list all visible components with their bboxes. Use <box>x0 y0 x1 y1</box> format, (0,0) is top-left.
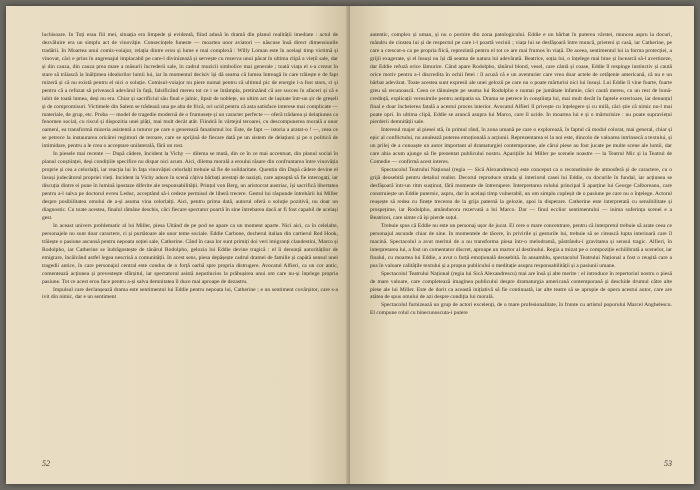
left-page <box>6 6 350 484</box>
right-paragraph: Trebuie spus că Eddie nu este un personaj ușor de jucat. El cere o mare concentrare, pentru că interpretul trebuie să arate ceea ce personajul ascunde chiar de sine. In momentele de tăcere, în privirile și gesturile lui, trebuie să se citească lupta interioară care îl macină. Spectacolul a avut meritul de a nu transforma piesa într-o melodramă, păstrându-i gravitatea și sensul tragic. Alfieri, în interpretarea lui, a fost un comentator discret, aproape un martor al destinului. Regia a mizat pe o compoziție echilibrată a scenelor, iar finalul, cu moartea lui Eddie, a avut o forță emoțională deosebită. In ansamblu, spectacolul Teatrului Național a fost o reușită care a pus în valoare calitățile textului și a propus publicului o meditație asupra responsabilității și a pasiunii umane. <box>370 222 672 269</box>
left-paragraph: Impulsul care declanșează drama este sentimentul lui Eddie pentru nepoata lui, Catherine ; e un sentiment covârșitor, care s-a ivit din nimic, dar e un sentiment <box>42 286 338 301</box>
page-number-left: 52 <box>42 459 50 468</box>
left-page-text <box>42 32 338 302</box>
left-paragraph: luchisoare. In Toți erau fiii mei, situația era limpede și evidentă, fiind adusă în dramă din planul realității imediate : actul de dezvăluire era un simplu act de vinovăție. Consecințele funeste — moartea unor aviatori — născuse însă direct dimensiunile tradării. In Moartea unui comis-voiajor, relația dintre erou și lume e mai complexă : Willy Loman este în același timp victimă și vinovat, căci e prins în angrenajul implacabil pe care-l divinizează și servește cu rezerva unui păcat în ultima clipă a vieții sale, dar și din cauza, din cauza prea mare a măsurii încrederii sale, în cadrul muzicii simbolice mai generale ; toată viața el s-a crezut în stare să trăiască la înălțimea idealurilor lumii lui, iar în momentul decisiv își dă seama că lumea întreagă în care trăiește e de fapt mizeră și că nu există pentru el nici o soluție. Comisul-voiajor nu piere numai pentru că ultimul pic de energie i-a fost stors, ci și pentru că a refuzat să privească adevărul în față, falsificând mereu tot ce i se întâmpla, pretinzând că are succes în afaceri și că e iubit de toată lumea, deși nu era. Chiar și sacrificiul său final e jalnic, lipsit de noblețe, un ultim act de lașitate într-un șir de greșeli și de compromisuri. Victimele din Salem se trădează una pe alta de frică, ori ucid pentru că asta satisface interese mai complicate — materiale, de grup, etc. Proba — model de tragedie modernă de o frumusețe și un caracter perfecte — oferă trădarea și delațiunea ca fenomen social, cu riscul și dispozitia unei plăți, mai mult decât atât. Fiindcă în vârtejul teroarei, cu descompunerea morală a unor oameni, ea transformă mizeria asistentă a tuturor pe care o generează fanatismul lor. Este, de fapt — istoria a aratat-o ! —, ceea ce se petrece la instaurarea oricărei regimuri de teroare, care se sprijină de fiecare dată pe un sistem de delațiuni și pe o politică de intimidare, pentru a le crea o acceptare unilaterală, fără un rost. <box>42 32 338 150</box>
page-number-right: 53 <box>664 459 672 468</box>
book-spread <box>6 6 694 484</box>
right-paragraph: Spectacolul Teatrului Național (regia lui Sică Alexandrescu) mai are însă și alte merite : el introduce în repertoriul nostru o piesă de mare valoare, care completează imaginea publicului despre dramaturgia americană contemporană și deschide drumul către alte piese ale lui Miller. Este de dorit ca această inițiativă să fie continuată, iar alte teatre să se apropie de opera acestui autor, care are atâtea de spus omului de azi despre condiția lui morală. <box>370 270 672 301</box>
right-paragraph: Spectacolul Teatrului Național (regia — Sică Alexandrescu) este conceput ca o reconstituire de atmosferă și de caractere, cu o grijă deosebită pentru detaliul realist. Decorul reproduce strada și interiorul casei lui Eddie, cu docurile în fundal, iar acțiunea se desfășoară într-un ritm susținut, fără momente de întrerupere. Interpretarea rolului principal îi aparține lui George Calboreanu, care construiește un Eddie puternic, aspru, dar în același timp vulnerabil, un om simplu copleșit de o pasiune pe care nu o înțelege. Actorul reușește să redea cu finețe trecerea de la grija paternă la gelozie, apoi la disperare. Catherine este interpretată cu sensibilitate și prospețime, iar Rodolpho, amândurora rezervată a lui Marco. Dar — finul ecclior sentimentului — inima suferința scenei e a Beatricei, care simte că își pierde soțul. <box>370 167 672 221</box>
right-paragraph: autentic, complex și uman, și nu o pornire din zona patologicului. Eddie e un bărbat în puterea vârstei, muncea aspru la docuri, mândru de cinstea lui și de respectul pe care i-l poartă vecinii ; viața lui se desfășoară între muncă, prieteni și casă, iar Catherine, pe care a crescut-o ca pe propria fiică, reprezintă pentru el tot ce are mai frumos în viață. De aceea, sentimentul lui ia forma protecției, a grijii exagerate, și el însuși nu își dă seama de natura lui adevărată. Beatrice, soția lui, o înțelege mai bine și încearcă să-l avertizeze, dar Eddie refuză orice lămurire. Când apare Rodolpho, tânărul blond, vesel, care cântă și coase, Eddie îl respinge instinctiv și caută orice motiv pentru a-l discredita în ochii fetei : îl acuză că e un aventurier care vrea doar actele de cetățenie americană, că nu e un bărbat adevărat. Toate acestea sunt expresii ale unei gelozii pe care nu o poate mărturisi nici lui însuși. Lui Eddie îi vine foarte, foarte greu să recunoască. Ceea ce tăinuiește pe seama lui Rodolpho e numai pe jumătate infamie, căci cautâ mereu, cu un rest de bună-credință, explicații verosimile pentru antipatia sa. Drama se petrece în conștiința lui, mai mult decât în faptele exterioare, iar denunțul final e doar încheierea fatală a acestui proces interior. Avocatul Alfieri îl privește cu înțelegere și cu milă, căci știe că nimic nu-l mai poate opri. In ultima clipă, Eddie se aruncă asupra lui Marco, care îl ucide. In moartea lui e și o mărturisire : nu poate supraviețui pierderii demnității sale. <box>370 32 672 126</box>
right-paragraph: Interesul major al piesei stă, în primul rând, în zona umană pe care o explorează, în faptul că modul colorat, mai general, chiar și epic al conflictului, nu anulează puterea emoțională a acțiunii. Reprezentarea ei la noi este, dincolo de valoarea intrinsecă a textului, și un prilej de a cunoaște un autor important al dramaturgiei contemporane, ale cărui piese au fost jucate pe multe scene ale lumii, dar care abia acum ajunge să fie prezentat publicului nostru. Aparițiile lui Miller pe scenele noastre — la Teatrul Mic și la Teatrul de Comedie — confirmă acest interes. <box>370 127 672 166</box>
right-page <box>350 6 694 484</box>
left-paragraph: In piesele mai recente — După cădere, Incident la Vichy — dilema se mută, din ce în ce mai accentuat, din planul social în planul conștiinței, deși condițiile specifice nu dispar nici acum. Aici, dilema morală a eroului răsare din confruntarea între vinovăția proprie și cea a celorlalți, iar reacția lui în fața vinovăției celorlalți trebuie să fie de solidaritate. Quentin din După cădere devine el însuși judecătorul propriei vieți. Incident la Vichy aduce în scenă câțiva bărbați arestați de naziști, care așteaptă să fie interogați, iar discuția dintre ei pune în lumină ipostaze diferite ale responsabilității. Prințul von Berg, un aristocrat austriac, își sacrifică libertatea pentru a-l salva pe doctorul evreu Leduc, acceptând să-i cedeze permisul de liberă trecere. Gestul lui răspunde întrebării lui Miller despre posibilitatea omului de a-și asuma vina celorlalți. Aici, pentru prima dată, autorul oferă o soluție pozitivă, nu doar un diagnostic. Cu toate acestea, finalul rămâne deschis, căci fiecare spectator poartă în sine întrebarea dacă ar fi fost capabil de același gest. <box>42 151 338 221</box>
right-paragraph: Spectacolul furnizează un grup de actori excelenți, de o mare profesionalitate, în frunte cu artistul poporului Marcel Anghelescu. El compune rolul cu binecunoscuta-i putere <box>370 302 672 317</box>
right-page-text <box>370 32 672 318</box>
left-paragraph: In aceast univers problematic al lui Miller, piesa Uitând de pe pod ne apare ca un moment aparte. Nici aici, ca în celelalte, personajele nu sunt doar caractere, ci și purtătoare ale unor teme sociale. Eddie Carbone, docherul italian din cartierul Red Hook, trăiește o pasiune ascunsă pentru nepoata soției sale, Catherine. Când în casa lor sunt primiți doi veri imigranți clandestini, Marco și Rodolpho, iar Catherine se îndrăgostește de tânărul Rodolpho, gelozia lui Eddie devine tragică : el îi denunță autorităților de emigrare, încălcând astfel legea nescrisă a comunității. In acest sens, piesa depășește cadrul dramei de familie și capătă sensul unei tragedii antice, în care personajul central este condus de o forță oarbă spre propria distrugere. Avocatul Alfieri, ca un cor antic, comentează acțiunea și prevestește sfârșitul, iar spectatorul asistă neputincios la prăbușirea unui om care nu-și înțelege propria pasiune. Tot ce acest erou face pentru a-și salva demnitatea îl duce mai aproape de dezastru. <box>42 222 338 285</box>
